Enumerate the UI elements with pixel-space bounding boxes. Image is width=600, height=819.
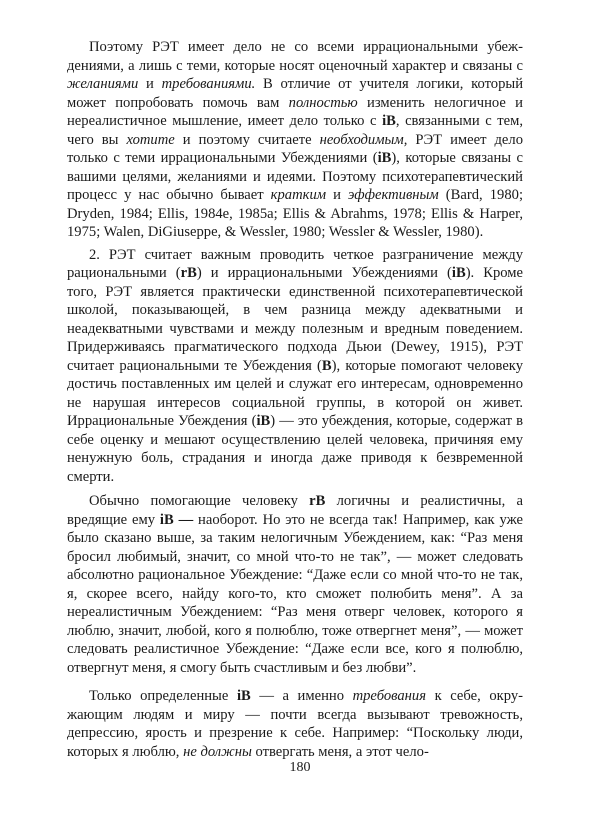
body-text bbox=[67, 38, 523, 761]
text-run: отвергать меня, а этот чело- bbox=[251, 743, 429, 760]
text-run: Поэтому РЭТ имеет дело не со всеми иррациональными убеждениями, а лишь с теми, которые носят оценочный характер и связаны с bbox=[67, 39, 523, 74]
text-run: наоборот. Но это не всегда так! Например, как уже было сказано выше, за таким нелогичным Убеждением, как: “Раз меня бросил любимый, значит, со мной что-то не так”, — может следовать абсолютно рациональное Убеждение: “Даже если со мной что-то не так, я, скорее всего, найду кого-то, кто сможет полюбить меня”. А за нереалистичным Убеждением: “Раз меня отверг человек, которого я люблю, значит, любой, кого я полюблю, тоже отвергнет меня”, — может следовать реалистичное Убеждение: “Даже если все, кого я полюблю, отвергнут меня, я смогу быть счастливым и без любви”. bbox=[67, 511, 523, 676]
paragraph bbox=[67, 38, 523, 242]
text-run: логичны и реалистичны, а вредящие ему bbox=[67, 493, 523, 528]
text-run: , связанными с тем, чего вы bbox=[67, 113, 523, 148]
bold-term: iB bbox=[451, 265, 466, 281]
text-run: (Bard, 1980; Dryden, 1984; Ellis, 1984e, 1985a; Ellis & Abrahms, 1978; Ellis & Harper, 1975; Walen, DiGiuseppe, & Wessler, 1980; Wessler & Wessler, 1980). bbox=[67, 187, 523, 240]
paragraph bbox=[67, 687, 523, 761]
paragraph bbox=[67, 492, 523, 677]
italic-emphasis: кратким bbox=[270, 187, 327, 203]
text-run: РЭТ имеет дело только с теми иррациональными Убеждениями ( bbox=[67, 131, 523, 166]
text-run: ), которые помогают человеку достичь поставленных им целей и служат его интересам, одновременно не нарушая интересов социальной группы, в которой он живет. Иррациональные Убеждения ( bbox=[67, 357, 523, 429]
text-run: 2. РЭТ считает важным проводить четкое разграничение между рациональными ( bbox=[67, 246, 523, 281]
text-run: к себе, окружающим людям и миру — почти всегда вызывают тревожность, депрессию, ярость и презрение к себе. Например: “Поскольку люди, которых я люблю, bbox=[67, 688, 523, 760]
text-run: ). Кроме того, РЭТ является практически единственной психотерапевтической школой, показывающей, в чем разница между адекватными и неадекватными чувствами и между полезным и вредным поведением. Придерживаясь прагматического подхода Дьюи (Dewey, 1915), РЭТ считает рациональными те Убеждения ( bbox=[67, 265, 524, 374]
bold-term: rB bbox=[180, 265, 197, 281]
text-run: и поэтому считаете bbox=[174, 131, 320, 148]
italic-emphasis: требованиями. bbox=[161, 76, 256, 92]
text-run: изменить нелогичное и нереалистичное мышление, имеет дело только с bbox=[67, 94, 523, 129]
text-run: В отличие от учителя логики, который может попробовать помочь вам bbox=[67, 76, 524, 111]
text-run: ) и иррациональными Убеждениями ( bbox=[196, 265, 452, 281]
bold-term: iB bbox=[377, 150, 392, 166]
text-run: и bbox=[138, 76, 162, 92]
italic-emphasis: эффективным bbox=[348, 187, 439, 203]
text-run: Только определенные bbox=[89, 688, 237, 704]
bold-term: rB bbox=[309, 493, 326, 509]
italic-emphasis: полностью bbox=[288, 94, 358, 111]
italic-emphasis: хотите bbox=[126, 131, 175, 148]
page-number: 180 bbox=[289, 760, 311, 775]
text-run: ) — это убеждения, которые, содержат в себе оценку и мешают осуществлению целей человека, причиняя ему ненужную боль, страдания и иногда даже приводя к безвременной смерти. bbox=[67, 413, 523, 485]
text-run: и bbox=[326, 187, 349, 203]
bold-term: iB bbox=[236, 688, 251, 704]
text-run: — а именно bbox=[250, 688, 353, 704]
bold-term: B bbox=[321, 357, 332, 374]
text-run: ), которые связаны с вашими целями, желаниями и идеями. Поэтому психотерапевтический процесс у нас обычно бывает bbox=[67, 150, 523, 203]
italic-emphasis: не должны bbox=[183, 743, 252, 760]
italic-emphasis: необходимым, bbox=[319, 131, 408, 148]
bold-term: iB bbox=[256, 413, 271, 429]
text-run: Обычно помогающие человеку bbox=[89, 493, 310, 509]
paragraph bbox=[67, 246, 523, 487]
italic-emphasis: требования bbox=[352, 688, 426, 704]
italic-emphasis: желаниями bbox=[67, 76, 139, 92]
bold-term: iB — bbox=[159, 511, 194, 528]
bold-term: iB bbox=[382, 113, 396, 129]
